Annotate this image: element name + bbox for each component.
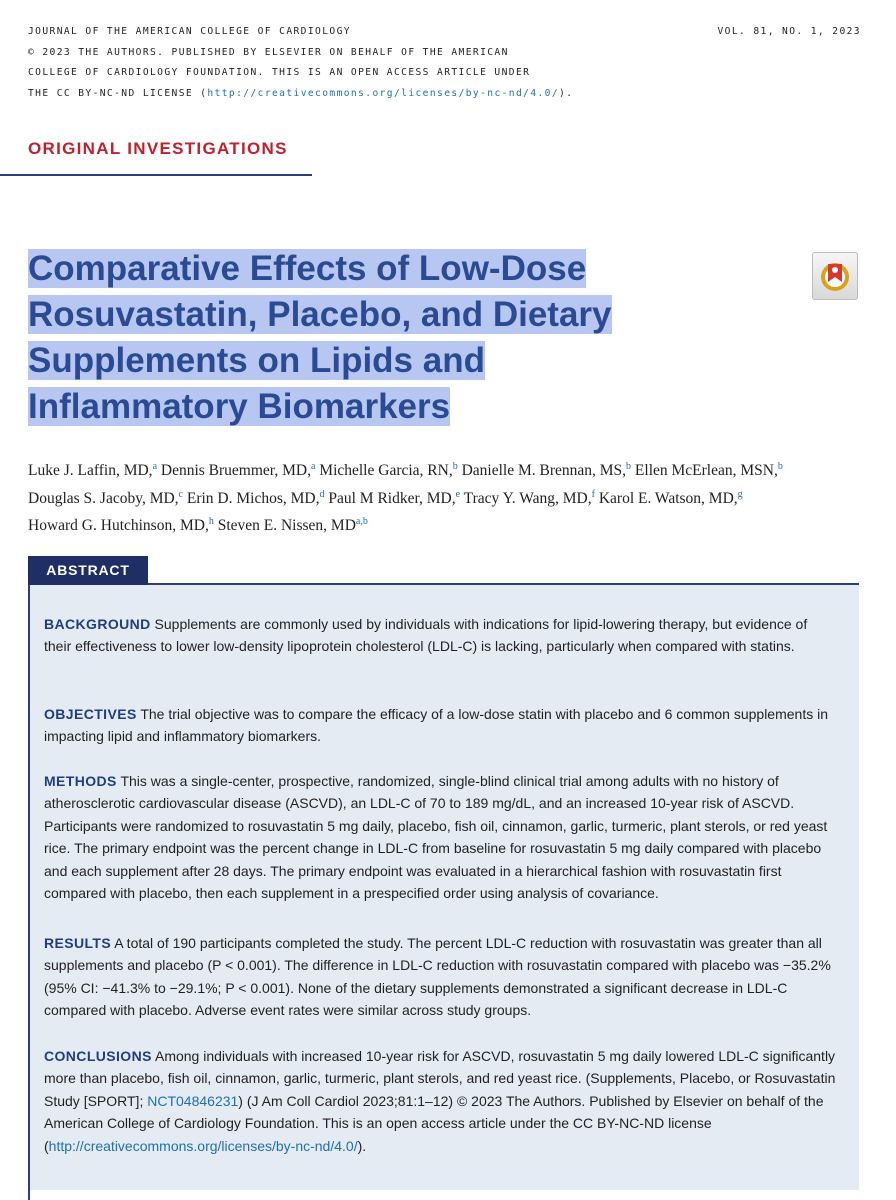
affiliation-marker[interactable]: b [777,461,783,472]
journal-header-line: © 2023 THE AUTHORS. PUBLISHED BY ELSEVIER ON BEHALF OF THE AMERICAN [28,46,509,58]
author-name: Paul M Ridker, MD, [324,489,456,507]
author-name: Luke J. Laffin, MD, [28,462,153,480]
affiliation-marker[interactable]: b [452,461,458,472]
section-divider [0,174,312,176]
author-line [28,510,878,538]
affiliation-marker[interactable]: b [626,461,632,472]
author-name: Tracy Y. Wang, MD, [460,489,592,507]
author-list [28,455,878,538]
author-line [28,455,878,483]
abstract-results [44,932,836,1022]
methods-text: This was a single-center, prospective, randomized, single-blind clinical trial among adults with no history of atherosclerotic cardiovascular disease (ASCVD), an LDL-C of 70 to 189 mg/dL, and an increased 10-year risk of ASCVD. Participants were randomized to rosuvastatin 5 mg daily, placebo, fish oil, cinnamon, garlic, turmeric, plant sterols, or red yeast rice. The primary endpoint was the percent change in LDL-C from baseline for rosuvastatin 5 mg daily compared with placebo and each supplement after 28 days. The primary endpoint was evaluated in a hierarchical fashion with rosuvastatin first compared with placebo, then each supplement in a prespecified order using analysis of covariance. [44,773,828,902]
trial-registry-link[interactable]: NCT04846231 [147,1092,239,1109]
journal-header [28,22,628,104]
abstract-conclusions [44,1045,836,1157]
author-name: Karol E. Watson, MD, [594,489,738,507]
author-name: Erin D. Michos, MD, [183,489,320,507]
abstract-tab: ABSTRACT [28,556,148,585]
license-prefix: THE CC BY-NC-ND LICENSE ( [28,87,208,99]
affiliation-marker[interactable]: h [208,516,214,528]
author-line [28,483,878,511]
title-line: Inflammatory Biomarkers [28,387,451,426]
results-heading: RESULTS [44,935,112,951]
affiliation-marker[interactable]: f [591,488,595,500]
affiliation-marker[interactable]: a [152,461,158,472]
conclusions-text: Among individuals with increased 10-year risk for ASCVD, rosuvastatin 5 mg daily lowered LDL-C significantly more than placebo, fish oil, cinnamon, garlic, turmeric, plant sterols, and red yeast rice. (Supplements, Placebo, or Rosuvastatin Study [SPORT]; [44,1048,836,1109]
journal-header-line: COLLEGE OF CARDIOLOGY FOUNDATION. THIS IS AN OPEN ACCESS ARTICLE UNDER [28,67,531,78]
license-suffix: ). [559,87,574,99]
journal-header-line: JOURNAL OF THE AMERICAN COLLEGE OF CARDIOLOGY [28,26,351,37]
author-name: Steven E. Nissen, MD [213,517,356,535]
background-heading: BACKGROUND [44,616,151,632]
conclusions-text-continued: ) (J Am Coll Cardiol 2023;81:1–12) © 2023 The Authors. Published by Elsevier on behalf of the American College of Cardiology Foundation. This is an open access article under the CC BY-NC-ND license ( [44,1092,824,1154]
volume-info: VOL. 81, NO. 1, 2023 [717,26,861,37]
affiliation-marker[interactable]: g [737,488,743,500]
affiliation-marker[interactable]: e [455,488,461,500]
results-text: A total of 190 participants completed the study. The percent LDL-C reduction with rosuvastatin was greater than all supplements and placebo (P < 0.001). The difference in LDL-C reduction with rosuvastatin compared with placebo was −35.2% (95% CI: −41.3% to −29.1%; P < 0.001). None of the dietary supplements demonstrated a significant decrease in LDL-C compared with placebo. Adverse event rates were similar across study groups. [44,935,831,1019]
objectives-text: The trial objective was to compare the efficacy of a low-dose statin with placebo and 6 common supplements in impacting lipid and inflammatory biomarkers. [44,706,828,745]
author-name: Michelle Garcia, RN, [315,462,453,480]
title-line: Comparative Effects of Low-Dose [28,249,587,288]
objectives-heading: OBJECTIVES [44,706,137,722]
affiliation-marker[interactable]: a [310,461,316,472]
conclusions-text-end: ). [357,1137,367,1154]
background-text: Supplements are commonly used by individuals with indications for lipid-lowering therapy, but evidence of their effectiveness to lower low-density lipoprotein cholesterol (LDL-C) is lacking, particularly when compared with statins. [44,616,808,655]
conclusions-heading: CONCLUSIONS [44,1048,152,1064]
article-title [28,246,728,430]
author-name: Danielle M. Brennan, MS, [457,462,627,480]
abstract-left-rule [28,583,30,1190]
journal-header-license-line [28,84,628,105]
crossmark-icon-graphic [812,252,858,300]
abstract-methods [44,770,836,904]
affiliation-marker[interactable]: c [178,488,183,500]
methods-heading: METHODS [44,773,117,789]
affiliation-marker[interactable]: a,b [355,516,368,528]
title-line: Rosuvastatin, Placebo, and Dietary [28,295,612,334]
license-link[interactable]: http://creativecommons.org/licenses/by-nc-nd/4.0/ [207,87,560,99]
abstract-top-rule [28,583,859,585]
license-link-abstract[interactable]: http://creativecommons.org/licenses/by-nc-nd/4.0/ [48,1137,358,1154]
author-name: Douglas S. Jacoby, MD, [28,489,179,507]
abstract-background [44,613,836,658]
title-line: Supplements on Lipids and [28,341,485,380]
abstract-objectives [44,703,836,748]
abstract-bottom-rule [28,1190,30,1200]
affiliation-marker[interactable]: d [319,488,325,500]
author-name: Dennis Bruemmer, MD, [157,462,311,480]
section-label: ORIGINAL INVESTIGATIONS [28,139,288,158]
crossmark-icon[interactable] [812,252,858,300]
author-name: Howard G. Hutchinson, MD, [28,517,209,535]
author-name: Ellen McErlean, MSN, [631,462,778,480]
